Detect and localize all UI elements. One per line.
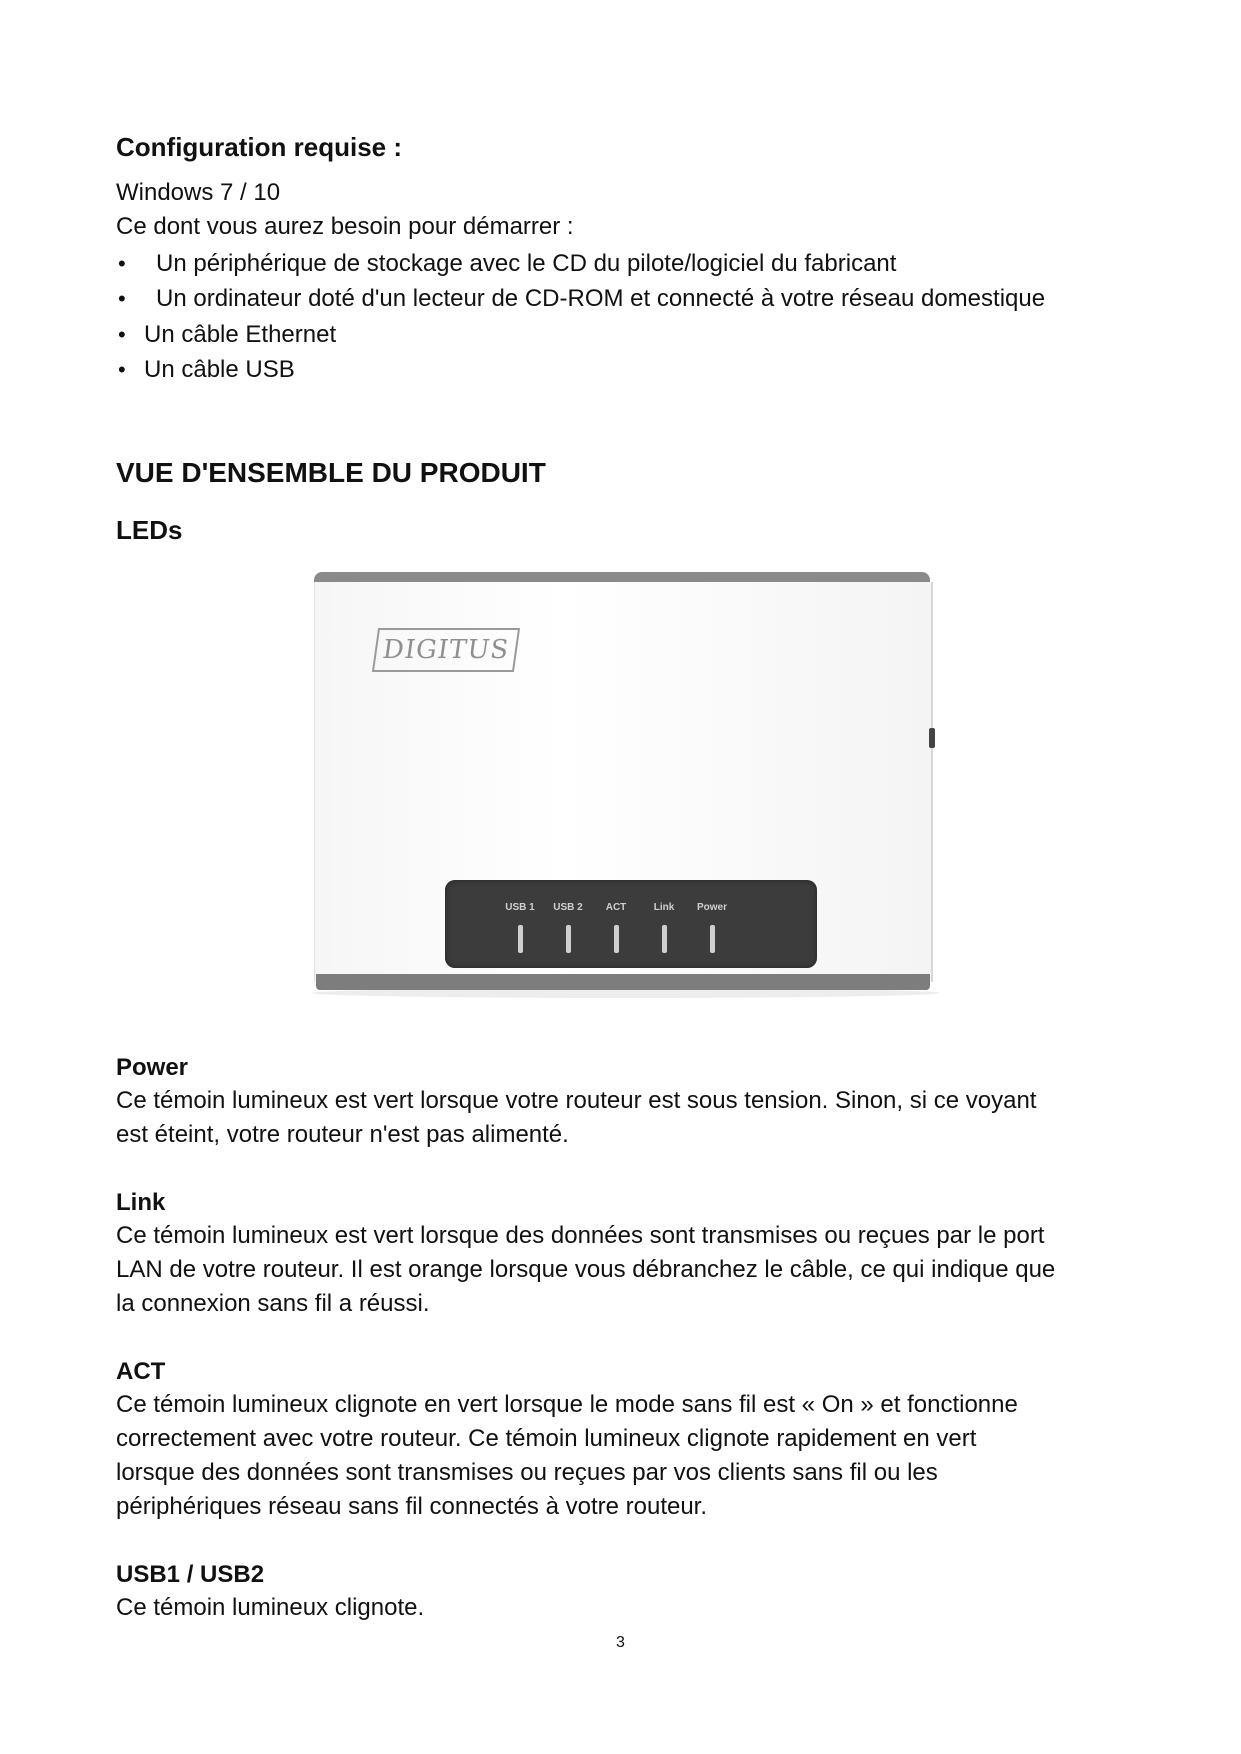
led-indicator-icon xyxy=(518,925,523,953)
section-usb-text: Ce témoin lumineux clignote. xyxy=(116,1594,425,1621)
led-link: Link xyxy=(639,902,689,953)
requirements-list xyxy=(116,246,1045,387)
section-act-title: ACT xyxy=(116,1358,166,1385)
list-item: • Un câble Ethernet xyxy=(116,317,1045,352)
leds-subheading: LEDs xyxy=(116,515,183,545)
requirements-intro: Ce dont vous aurez besoin pour démarrer : xyxy=(116,213,574,240)
section-power-title: Power xyxy=(116,1054,189,1081)
led-indicator-icon xyxy=(566,925,571,953)
led-indicator-icon xyxy=(614,925,619,953)
bullet-icon: • xyxy=(118,322,126,347)
list-item: • Un câble USB xyxy=(116,352,1045,387)
led-usb2: USB 2 xyxy=(543,902,593,953)
section-power-text: Ce témoin lumineux est vert lorsque votre routeur est sous tension. Sinon, si ce voyant est éteint, votre routeur n'est pas alimenté. xyxy=(116,1087,1037,1148)
bullet-icon: • xyxy=(118,357,126,382)
section-act-text: Ce témoin lumineux clignote en vert lorsque le mode sans fil est « On » et fonctionne correctement avec votre routeur. Ce témoin lumineux clignote rapidement en vert lorsque des données sont transmises ou reçues par vos clients sans fil ou les périphériques réseau sans fil connectés à votre routeur. xyxy=(116,1391,1018,1520)
side-button-icon xyxy=(929,728,935,748)
list-item: • Un ordinateur doté d'un lecteur de CD-ROM et connecté à votre réseau domestique xyxy=(116,281,1045,316)
requirements-os: Windows 7 / 10 xyxy=(116,179,281,206)
list-item: • Un périphérique de stockage avec le CD du pilote/logiciel du fabricant xyxy=(116,246,1045,281)
section-link-text: Ce témoin lumineux est vert lorsque des données sont transmises ou reçues par le port LAN de votre routeur. Il est orange lorsque vous débranchez le câble, ce qui indique que la connexion sans fil a réussi. xyxy=(116,1222,1056,1317)
page-number: 3 xyxy=(616,1634,625,1651)
device-body xyxy=(314,582,933,982)
led-act: ACT xyxy=(591,902,641,953)
digitus-logo: DIGITUS xyxy=(372,628,520,672)
bullet-icon: • xyxy=(118,251,126,276)
led-power: Power xyxy=(687,902,737,953)
section-link-title: Link xyxy=(116,1189,166,1216)
device-bottom-edge xyxy=(316,974,930,990)
led-indicator-icon xyxy=(710,925,715,953)
led-indicator-icon xyxy=(662,925,667,953)
bullet-icon: • xyxy=(118,286,126,311)
device-illustration xyxy=(308,570,940,1010)
requirements-heading: Configuration requise : xyxy=(116,132,402,162)
led-usb1: USB 1 xyxy=(495,902,545,953)
section-usb-title: USB1 / USB2 xyxy=(116,1561,265,1588)
led-panel xyxy=(445,880,817,968)
overview-heading: VUE D'ENSEMBLE DU PRODUIT xyxy=(116,457,546,488)
